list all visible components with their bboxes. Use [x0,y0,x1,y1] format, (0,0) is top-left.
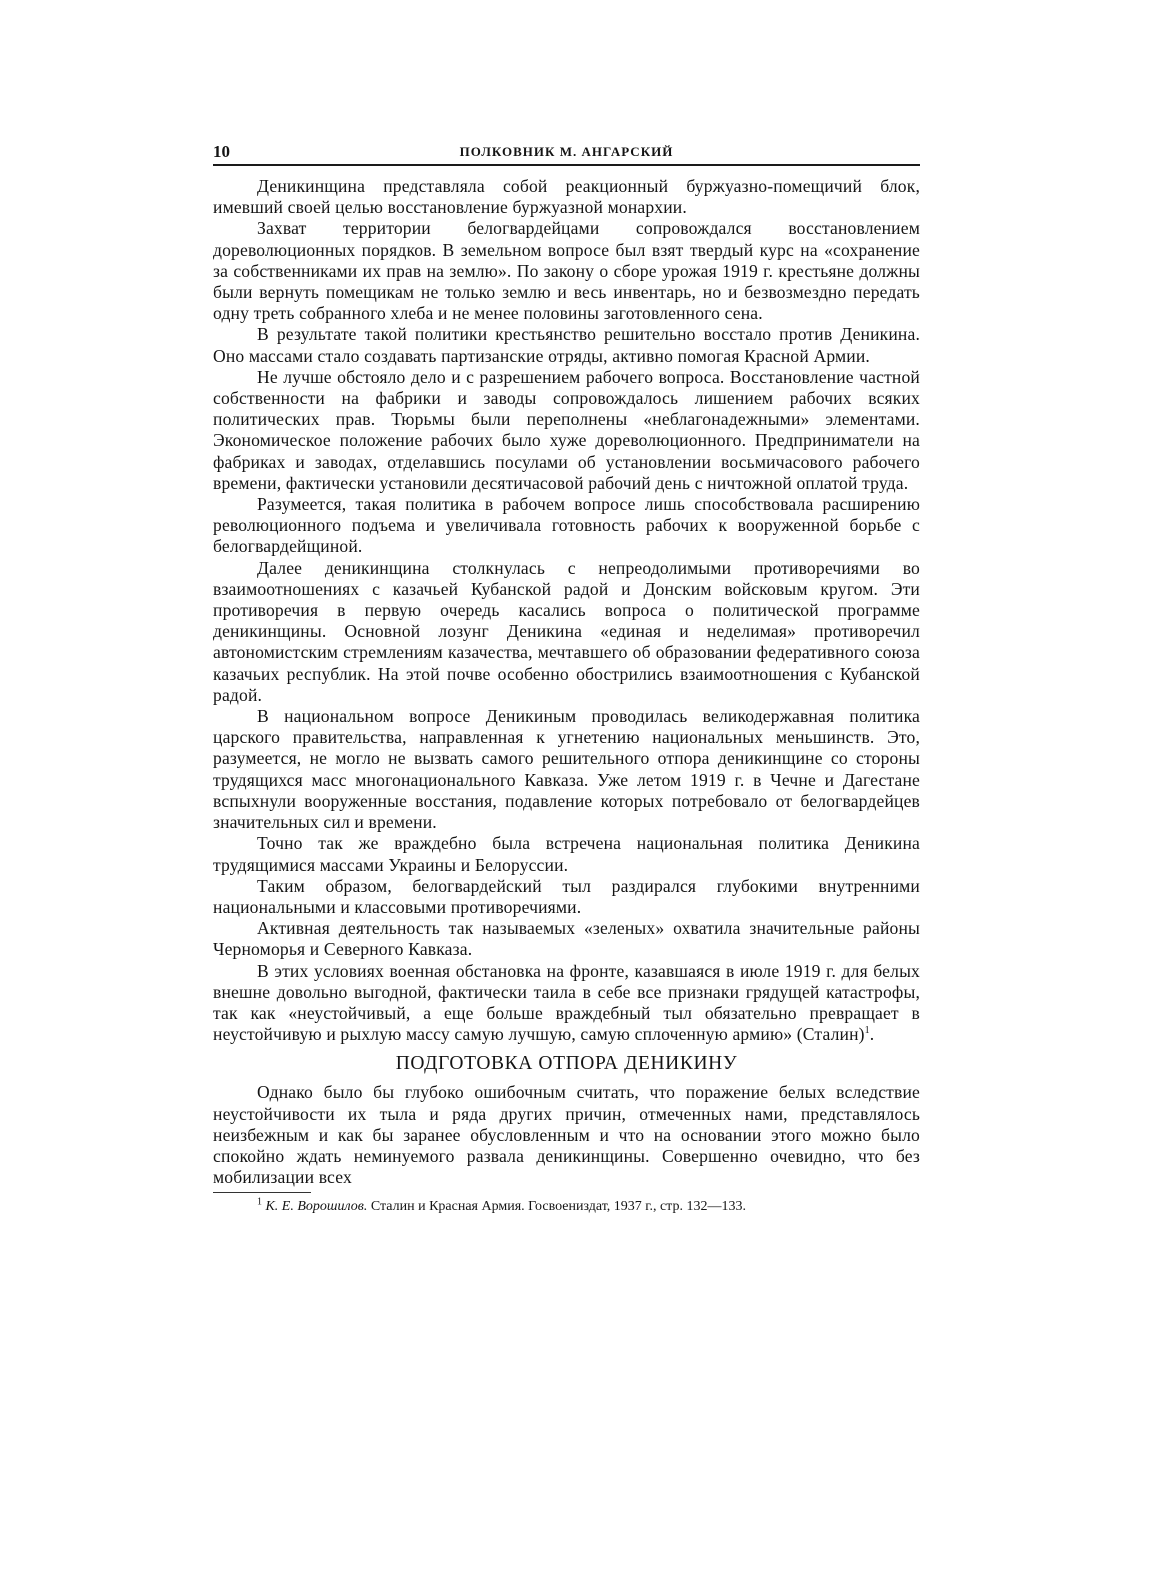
paragraph: Таким образом, белогвардейский тыл раздирался глубокими внутренними национальными и классовыми противоречиями. [213,875,920,917]
running-head [213,140,920,166]
paragraph: Захват территории белогвардейцами сопровождался восстановлением дореволюционных порядков. В земельном вопросе был взят твердый курс на «сохранение за собственниками их прав на землю». По закону о сборе урожая 1919 г. крестьяне должны были вернуть помещикам не только землю и весь инвентарь, но и безвозмездно передать одну треть собранного хлеба и не менее половины заготовленного сена. [213,218,920,324]
paragraph: Точно так же враждебно была встречена национальная политика Деникина трудящимися массами Украины и Белоруссии. [213,833,920,875]
book-page [213,140,920,1216]
body-text [213,176,920,1188]
paragraph: Далее деникинщина столкнулась с непреодолимыми противоречиями во взаимоотношениях с казачьей Кубанской радой и Донским войсковым кругом. Эти противоречия в первую очередь касались вопроса о политической программе деникинщины. Основной лозунг Деникина «единая и неделимая» противоречил автономистским стремлениям казачества, мечтавшего об образовании федеративного союза казачьих республик. На этой почве особенно обострились взаимоотношения с Кубанской радой. [213,557,920,705]
section-heading: ПОДГОТОВКА ОТПОРА ДЕНИКИНУ [395,1053,738,1075]
paragraph: Не лучше обстояло дело и с разрешением рабочего вопроса. Восстановление частной собственности на фабрики и заводы сопровождалось лишением рабочих всяких политических прав. Тюрьмы были переполнены «неблагонадежными» элементами. Экономическое положение рабочих было хуже дореволюционного. Предприниматели на фабриках и заводах, отделавшись посулами об установлении восьмичасового рабочего времени, фактически установили десятичасовой рабочий день с ничтожной оплатой труда. [213,366,920,493]
running-title: ПОЛКОВНИК М. АНГАРСКИЙ [459,144,674,159]
paragraph: Разумеется, такая политика в рабочем вопросе лишь способствовала расширению революционного подъема и увеличивала готовность рабочих к вооруженной борьбе с белогвардейщиной. [213,494,920,557]
paragraph: В результате такой политики крестьянство решительно восстало против Деникина. Оно массами стало создавать партизанские отряды, активно помогая Красной Армии. [213,324,920,366]
paragraph: Однако было бы глубоко ошибочным считать, что поражение белых вследствие неустойчивости их тыла и ряда других причин, отмеченных нами, представлялось неизбежным и как бы заранее обусловленным и что на основании этого можно было спокойно ждать неминуемого развала деникинщины. Совершенно очевидно, что без мобилизации всех [213,1082,920,1188]
footnote-author: К. Е. Ворошилов. [265,1199,368,1215]
page-number: 10 [213,142,230,161]
paragraph: Активная деятельность так называемых «зеленых» охватила значительные районы Черноморья и Северного Кавказа. [213,918,920,960]
footnote-text: Сталин и Красная Армия. Госвоениздат, 1937 г., стр. 132—133. [370,1199,746,1215]
footnote-marker: 1 [257,1196,262,1208]
footnote [213,1198,920,1216]
footnote-reference[interactable]: 1 [864,1025,870,1037]
quote-paragraph: В этих условиях военная обстановка на фронте, казавшаяся в июле 1919 г. для белых внешне довольно выгодной, фактически таила в себе все признаки грядущей катастрофы, так как «неустойчивый, а еще больше враждебный тыл обязательно превращает в неустойчивую и рыхлую массу самую лучшую, самую сплоченную армию» (Сталин)$^1$. [213,960,920,1045]
footnote-divider [213,1192,311,1193]
quote-paragraph-text: В этих условиях военная обстановка на фронте, казавшаяся в июле 1919 г. для белых внешне довольно выгодной, фактически таила в себе все признаки грядущей катастрофы, так как «неустойчивый, а еще больше враждебный тыл обязательно превращает в неустойчивую и рыхлую массу самую лучшую, самую сплоченную армию» (Сталин) [213,960,920,1045]
paragraph: В национальном вопросе Деникиным проводилась великодержавная политика царского правительства, направленная к угнетению национальных меньшинств. Это, разумеется, не могло не вызвать самого решительного отпора деникинщине со стороны трудящихся масс многонационального Кавказа. Уже летом 1919 г. в Чечне и Дагестане вспыхнули вооруженные восстания, подавление которых потребовало от белогвардейцев значительных сил и времени. [213,706,920,833]
paragraph: Деникинщина представляла собой реакционный буржуазно-помещичий блок, имевший своей целью восстановление буржуазной монархии. [213,176,920,218]
